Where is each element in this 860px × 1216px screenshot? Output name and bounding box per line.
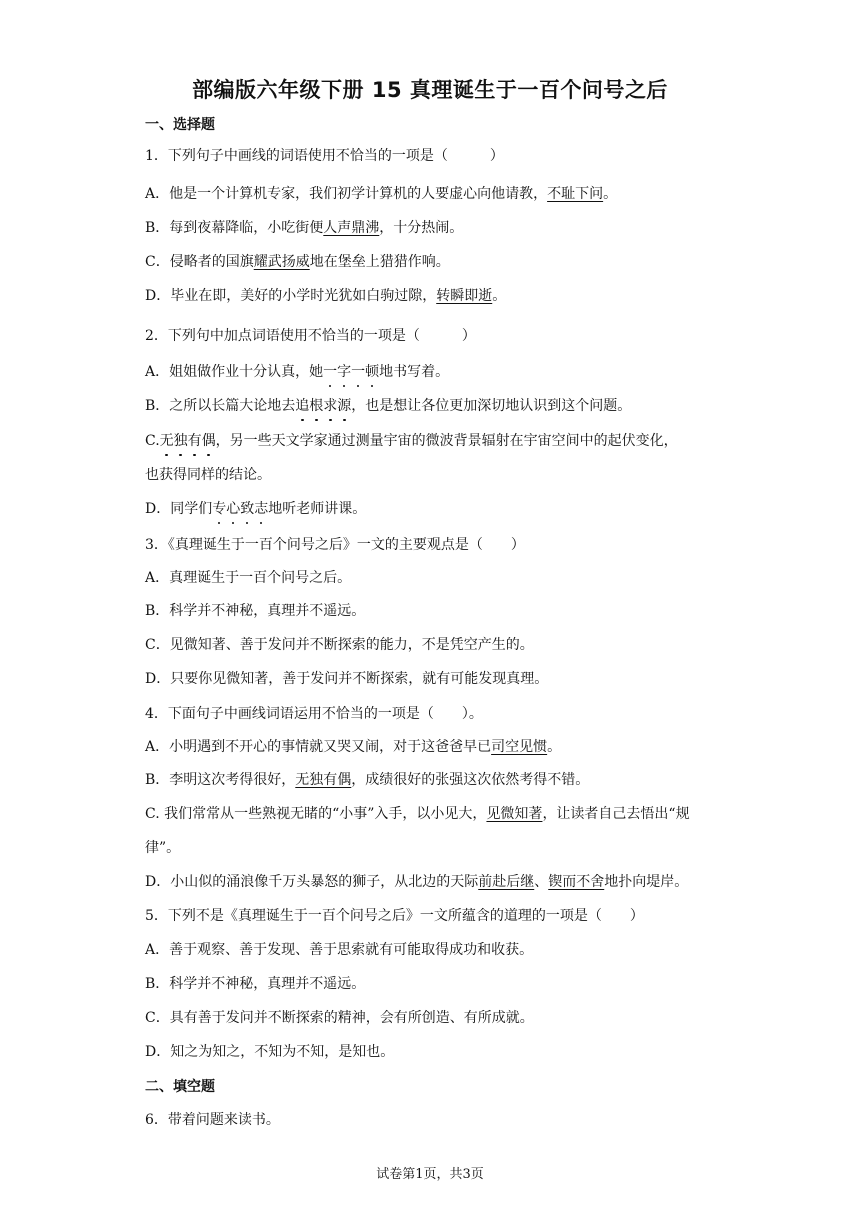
question-3-option-a: A．真理诞生于一百个问号之后。	[145, 570, 352, 586]
dotted-char: 心	[226, 501, 241, 517]
question-3-option-b: B．科学并不神秘，真理并不遥远。	[145, 603, 366, 619]
question-2-option-c: C.无独有偶，另一些天文学家通过测量宇宙的微波背景辐射在宇宙空间中的起伏变化，	[145, 433, 678, 449]
dotted-char: 追	[295, 398, 310, 414]
dotted-char: 顿	[365, 364, 380, 380]
dotted-char: 一	[351, 364, 366, 380]
question-3-option-c: C．见微知著、善于发问并不断探索的能力，不是凭空产生的。	[145, 637, 534, 653]
dotted-char: 致	[240, 501, 255, 517]
question-2-option-c-continued: 也获得同样的结论。	[145, 467, 271, 483]
section-heading-choice: 一、选择题	[145, 117, 215, 133]
dotted-char: 字	[337, 364, 352, 380]
question-2-option-d: D．同学们专心致志地听老师讲课。	[145, 501, 367, 517]
question-5-option-d: D．知之为知之，不知为不知，是知也。	[145, 1044, 395, 1060]
question-4-stem: 4．下面句子中画线词语运用不恰当的一项是（ ）。	[145, 706, 483, 722]
dotted-char: 志	[254, 501, 269, 517]
question-1-stem: 1．下列句子中画线的词语使用不恰当的一项是（ ）	[145, 148, 504, 164]
underlined-phrase: 见微知著	[486, 806, 543, 822]
question-6-stem: 6．带着问题来读书。	[145, 1112, 280, 1128]
underlined-phrase: 前赴后继	[478, 874, 535, 890]
question-2-stem: 2．下列句中加点词语使用不恰当的一项是（ ）	[145, 328, 476, 344]
dotted-char: 一	[323, 364, 338, 380]
question-3-option-d: D．只要你见微知著，善于发问并不断探索，就有可能发现真理。	[145, 671, 549, 687]
question-1-option-d: D．毕业在即，美好的小学时光犹如白驹过隙，转瞬即逝。	[145, 288, 507, 304]
page-footer: 试卷第1页，共3页	[376, 1167, 484, 1182]
question-4-option-b: B．李明这次考得很好，无独有偶，成绩很好的张强这次依然考得不错。	[145, 772, 590, 788]
dotted-char: 独	[173, 433, 188, 449]
question-4-option-c-continued: 律”。	[145, 840, 181, 856]
question-3-stem: 3．《真理诞生于一百个问号之后》一文的主要观点是（ ）	[145, 537, 525, 553]
dotted-char: 有	[187, 433, 202, 449]
section-heading-fill: 二、填空题	[145, 1079, 215, 1095]
dotted-char: 偶	[201, 433, 216, 449]
page-title: 部编版六年级下册 15 真理诞生于一百个问号之后	[192, 78, 668, 102]
question-5-option-a: A．善于观察、善于发现、善于思索就有可能取得成功和收获。	[145, 942, 534, 958]
dotted-char: 专	[212, 501, 227, 517]
underlined-phrase: 无独有偶	[295, 772, 352, 788]
dotted-char: 无	[159, 433, 174, 449]
dotted-char: 求	[323, 398, 338, 414]
question-2-option-a: A．姐姐做作业十分认真，她一字一顿地书写着。	[145, 364, 450, 380]
question-1-option-b: B．每到夜幕降临，小吃街便人声鼎沸，十分热闹。	[145, 220, 464, 236]
underlined-phrase: 人声鼎沸	[323, 220, 380, 236]
question-5-option-b: B．科学并不神秘，真理并不遥远。	[145, 976, 366, 992]
question-5-stem: 5．下列不是《真理诞生于一百个问号之后》一文所蕴含的道理的一项是（ ）	[145, 908, 644, 924]
question-2-option-b: B．之所以长篇大论地去追根求源，也是想让各位更加深切地认识到这个问题。	[145, 398, 632, 414]
dotted-char: 源	[337, 398, 352, 414]
question-1-option-c: C．侵略者的国旗耀武扬威地在堡垒上猎猎作响。	[145, 254, 450, 270]
question-4-option-d: D．小山似的涌浪像千万头暴怒的狮子，从北边的天际前赴后继、锲而不舍地扑向堤岸。	[145, 874, 689, 890]
underlined-phrase: 转瞬即逝	[436, 288, 493, 304]
question-4-option-c: C. 我们常常从一些熟视无睹的“小事”入手，以小见大，见微知著，让读者自己去悟出“规	[145, 806, 690, 822]
underlined-phrase: 耀武扬威	[253, 254, 310, 270]
underlined-phrase: 司空见惯	[491, 739, 548, 755]
question-1-option-a: A．他是一个计算机专家，我们初学计算机的人要虚心向他请教，不耻下问。	[145, 186, 618, 202]
dotted-char: 根	[309, 398, 324, 414]
question-4-option-a: A．小明遇到不开心的事情就又哭又闹，对于这爸爸早已司空见惯。	[145, 739, 562, 755]
underlined-phrase: 锲而不舍	[548, 874, 605, 890]
question-5-option-c: C．具有善于发问并不断探索的精神，会有所创造、有所成就。	[145, 1010, 534, 1026]
underlined-phrase: 不耻下问	[547, 186, 604, 202]
